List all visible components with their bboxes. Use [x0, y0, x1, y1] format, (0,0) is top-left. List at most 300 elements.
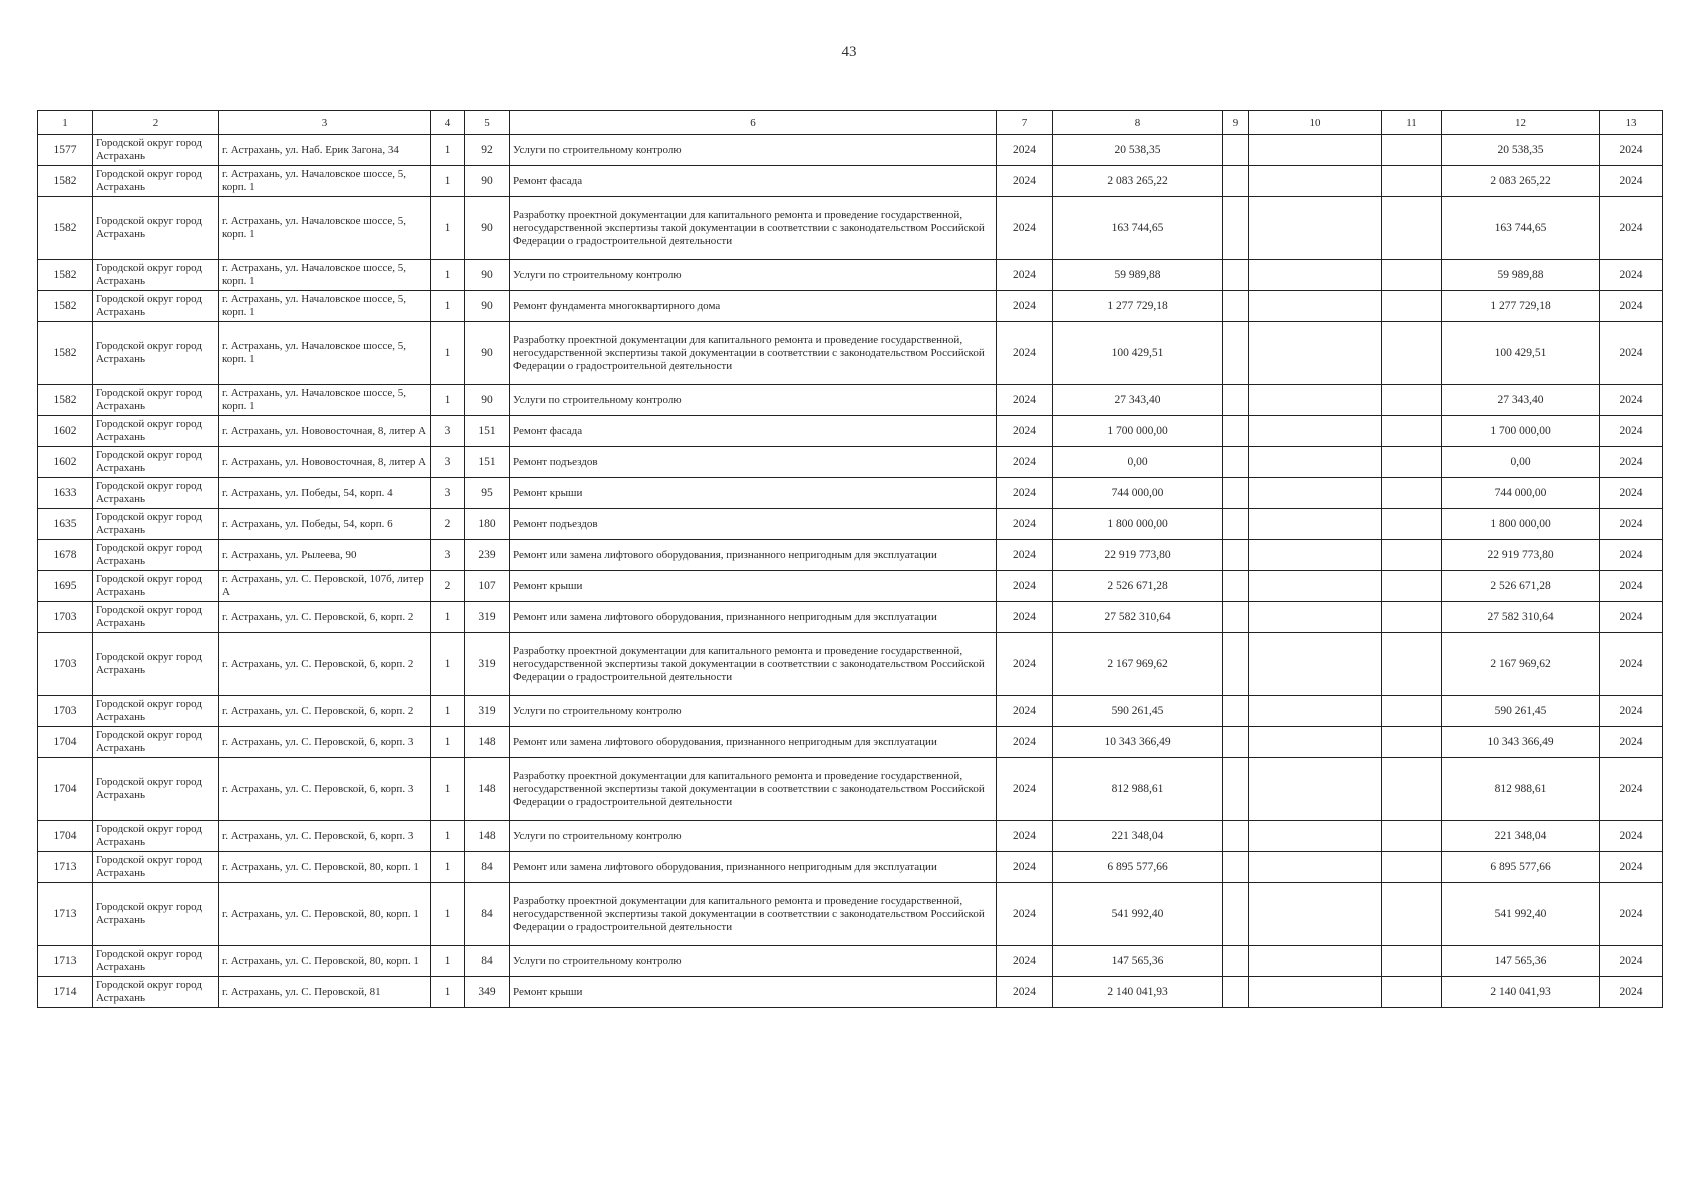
col-9-value-cell — [1223, 727, 1249, 758]
work-type-cell: Услуги по строительному контролю — [510, 385, 997, 416]
col-5-value-cell: 90 — [465, 322, 510, 385]
col-11-value-cell — [1382, 260, 1442, 291]
col-4-value-cell: 1 — [431, 291, 465, 322]
cost-cell: 6 895 577,66 — [1053, 852, 1223, 883]
col-9-value-cell — [1223, 447, 1249, 478]
address-cell: г. Астрахань, ул. Наб. Ерик Загона, 34 — [219, 135, 431, 166]
municipality-cell: Городской округ город Астрахань — [93, 260, 219, 291]
year-cell: 2024 — [997, 385, 1053, 416]
address-cell: г. Астрахань, ул. Началовское шоссе, 5, корп. 1 — [219, 291, 431, 322]
municipality-cell: Городской округ город Астрахань — [93, 166, 219, 197]
completion-year-cell: 2024 — [1600, 416, 1663, 447]
col-10-value-cell — [1249, 852, 1382, 883]
cost-cell: 22 919 773,80 — [1053, 540, 1223, 571]
col-5-value-cell: 90 — [465, 197, 510, 260]
col-11-value-cell — [1382, 291, 1442, 322]
year-cell: 2024 — [997, 946, 1053, 977]
column-header-10: 10 — [1249, 111, 1382, 135]
table-row — [38, 852, 1663, 883]
table-row — [38, 727, 1663, 758]
col-4-value-cell: 3 — [431, 478, 465, 509]
address-cell: г. Астрахань, ул. С. Перовской, 81 — [219, 977, 431, 1008]
col-10-value-cell — [1249, 633, 1382, 696]
address-cell: г. Астрахань, ул. Нововосточная, 8, литер А — [219, 447, 431, 478]
year-cell: 2024 — [997, 571, 1053, 602]
year-cell: 2024 — [997, 478, 1053, 509]
col-5-value-cell: 148 — [465, 727, 510, 758]
col-5-value-cell: 95 — [465, 478, 510, 509]
cost-cell: 221 348,04 — [1053, 821, 1223, 852]
municipality-cell: Городской округ город Астрахань — [93, 758, 219, 821]
col-4-value-cell: 1 — [431, 821, 465, 852]
col-9-value-cell — [1223, 291, 1249, 322]
year-cell: 2024 — [997, 977, 1053, 1008]
col-11-value-cell — [1382, 946, 1442, 977]
address-cell: г. Астрахань, ул. Нововосточная, 8, литер А — [219, 416, 431, 447]
capital-repair-table — [37, 110, 1663, 1008]
col-9-value-cell — [1223, 696, 1249, 727]
cost-cell: 1 700 000,00 — [1053, 416, 1223, 447]
col-11-value-cell — [1382, 852, 1442, 883]
row-number-cell: 1633 — [38, 478, 93, 509]
address-cell: г. Астрахань, ул. Победы, 54, корп. 4 — [219, 478, 431, 509]
col-11-value-cell — [1382, 478, 1442, 509]
work-type-cell: Ремонт крыши — [510, 478, 997, 509]
col-4-value-cell: 1 — [431, 260, 465, 291]
col-5-value-cell: 84 — [465, 852, 510, 883]
col-9-value-cell — [1223, 135, 1249, 166]
col-10-value-cell — [1249, 509, 1382, 540]
row-number-cell: 1704 — [38, 758, 93, 821]
completion-year-cell: 2024 — [1600, 758, 1663, 821]
total-cost-cell: 163 744,65 — [1442, 197, 1600, 260]
completion-year-cell: 2024 — [1600, 509, 1663, 540]
municipality-cell: Городской округ город Астрахань — [93, 291, 219, 322]
col-5-value-cell: 349 — [465, 977, 510, 1008]
cost-cell: 59 989,88 — [1053, 260, 1223, 291]
cost-cell: 27 343,40 — [1053, 385, 1223, 416]
col-9-value-cell — [1223, 260, 1249, 291]
work-type-cell: Ремонт крыши — [510, 977, 997, 1008]
col-9-value-cell — [1223, 977, 1249, 1008]
table-row — [38, 260, 1663, 291]
col-4-value-cell: 2 — [431, 571, 465, 602]
column-header-13: 13 — [1600, 111, 1663, 135]
column-header-7: 7 — [997, 111, 1053, 135]
col-11-value-cell — [1382, 727, 1442, 758]
col-9-value-cell — [1223, 197, 1249, 260]
total-cost-cell: 10 343 366,49 — [1442, 727, 1600, 758]
municipality-cell: Городской округ город Астрахань — [93, 322, 219, 385]
col-10-value-cell — [1249, 166, 1382, 197]
completion-year-cell: 2024 — [1600, 447, 1663, 478]
col-4-value-cell: 1 — [431, 852, 465, 883]
col-4-value-cell: 1 — [431, 946, 465, 977]
work-type-cell: Услуги по строительному контролю — [510, 135, 997, 166]
column-header-9: 9 — [1223, 111, 1249, 135]
cost-cell: 0,00 — [1053, 447, 1223, 478]
cost-cell: 2 526 671,28 — [1053, 571, 1223, 602]
cost-cell: 590 261,45 — [1053, 696, 1223, 727]
col-11-value-cell — [1382, 571, 1442, 602]
address-cell: г. Астрахань, ул. С. Перовской, 6, корп. 3 — [219, 727, 431, 758]
col-4-value-cell: 1 — [431, 322, 465, 385]
col-10-value-cell — [1249, 385, 1382, 416]
address-cell: г. Астрахань, ул. С. Перовской, 107б, литер А — [219, 571, 431, 602]
row-number-cell: 1713 — [38, 946, 93, 977]
completion-year-cell: 2024 — [1600, 540, 1663, 571]
col-9-value-cell — [1223, 385, 1249, 416]
col-4-value-cell: 1 — [431, 727, 465, 758]
row-number-cell: 1582 — [38, 322, 93, 385]
completion-year-cell: 2024 — [1600, 385, 1663, 416]
completion-year-cell: 2024 — [1600, 166, 1663, 197]
col-11-value-cell — [1382, 696, 1442, 727]
col-4-value-cell: 1 — [431, 696, 465, 727]
row-number-cell: 1678 — [38, 540, 93, 571]
col-9-value-cell — [1223, 602, 1249, 633]
col-5-value-cell: 90 — [465, 291, 510, 322]
year-cell: 2024 — [997, 291, 1053, 322]
col-10-value-cell — [1249, 260, 1382, 291]
work-type-cell: Ремонт или замена лифтового оборудования, признанного непригодным для эксплуатации — [510, 602, 997, 633]
year-cell: 2024 — [997, 540, 1053, 571]
table-row — [38, 509, 1663, 540]
municipality-cell: Городской округ город Астрахань — [93, 883, 219, 946]
cost-cell: 1 277 729,18 — [1053, 291, 1223, 322]
col-11-value-cell — [1382, 509, 1442, 540]
column-header-1: 1 — [38, 111, 93, 135]
table-row — [38, 977, 1663, 1008]
year-cell: 2024 — [997, 758, 1053, 821]
work-type-cell: Ремонт фасада — [510, 166, 997, 197]
col-10-value-cell — [1249, 322, 1382, 385]
col-11-value-cell — [1382, 977, 1442, 1008]
total-cost-cell: 1 700 000,00 — [1442, 416, 1600, 447]
work-type-cell: Ремонт фундамента многоквартирного дома — [510, 291, 997, 322]
col-5-value-cell: 90 — [465, 166, 510, 197]
col-5-value-cell: 148 — [465, 758, 510, 821]
year-cell: 2024 — [997, 821, 1053, 852]
municipality-cell: Городской округ город Астрахань — [93, 696, 219, 727]
work-type-cell: Ремонт или замена лифтового оборудования, признанного непригодным для эксплуатации — [510, 540, 997, 571]
col-10-value-cell — [1249, 821, 1382, 852]
work-type-cell: Ремонт подъездов — [510, 509, 997, 540]
year-cell: 2024 — [997, 166, 1053, 197]
work-type-cell: Ремонт или замена лифтового оборудования, признанного непригодным для эксплуатации — [510, 727, 997, 758]
col-5-value-cell: 84 — [465, 946, 510, 977]
table-row — [38, 291, 1663, 322]
col-9-value-cell — [1223, 322, 1249, 385]
address-cell: г. Астрахань, ул. С. Перовской, 80, корп. 1 — [219, 852, 431, 883]
table-row — [38, 322, 1663, 385]
col-5-value-cell: 84 — [465, 883, 510, 946]
col-4-value-cell: 1 — [431, 602, 465, 633]
table-row — [38, 540, 1663, 571]
total-cost-cell: 22 919 773,80 — [1442, 540, 1600, 571]
table-row — [38, 602, 1663, 633]
cost-cell: 10 343 366,49 — [1053, 727, 1223, 758]
col-4-value-cell: 3 — [431, 540, 465, 571]
work-type-cell: Ремонт или замена лифтового оборудования, признанного непригодным для эксплуатации — [510, 852, 997, 883]
col-10-value-cell — [1249, 571, 1382, 602]
work-type-cell: Ремонт подъездов — [510, 447, 997, 478]
header-row — [38, 111, 1663, 135]
row-number-cell: 1714 — [38, 977, 93, 1008]
total-cost-cell: 1 277 729,18 — [1442, 291, 1600, 322]
col-5-value-cell: 90 — [465, 260, 510, 291]
col-9-value-cell — [1223, 509, 1249, 540]
total-cost-cell: 20 538,35 — [1442, 135, 1600, 166]
col-11-value-cell — [1382, 883, 1442, 946]
completion-year-cell: 2024 — [1600, 197, 1663, 260]
col-10-value-cell — [1249, 135, 1382, 166]
row-number-cell: 1703 — [38, 696, 93, 727]
col-4-value-cell: 1 — [431, 977, 465, 1008]
cost-cell: 20 538,35 — [1053, 135, 1223, 166]
col-10-value-cell — [1249, 977, 1382, 1008]
address-cell: г. Астрахань, ул. Началовское шоссе, 5, корп. 1 — [219, 166, 431, 197]
table-row — [38, 946, 1663, 977]
work-type-cell: Ремонт крыши — [510, 571, 997, 602]
municipality-cell: Городской округ город Астрахань — [93, 977, 219, 1008]
row-number-cell: 1602 — [38, 447, 93, 478]
address-cell: г. Астрахань, ул. Рылеева, 90 — [219, 540, 431, 571]
col-9-value-cell — [1223, 821, 1249, 852]
row-number-cell: 1703 — [38, 633, 93, 696]
municipality-cell: Городской округ город Астрахань — [93, 946, 219, 977]
col-5-value-cell: 151 — [465, 416, 510, 447]
municipality-cell: Городской округ город Астрахань — [93, 385, 219, 416]
municipality-cell: Городской округ город Астрахань — [93, 852, 219, 883]
cost-cell: 27 582 310,64 — [1053, 602, 1223, 633]
address-cell: г. Астрахань, ул. С. Перовской, 80, корп. 1 — [219, 946, 431, 977]
column-header-11: 11 — [1382, 111, 1442, 135]
col-9-value-cell — [1223, 166, 1249, 197]
table-row — [38, 197, 1663, 260]
col-9-value-cell — [1223, 571, 1249, 602]
total-cost-cell: 0,00 — [1442, 447, 1600, 478]
column-header-4: 4 — [431, 111, 465, 135]
work-type-cell: Услуги по строительному контролю — [510, 260, 997, 291]
column-header-3: 3 — [219, 111, 431, 135]
total-cost-cell: 1 800 000,00 — [1442, 509, 1600, 540]
table-row — [38, 883, 1663, 946]
completion-year-cell: 2024 — [1600, 821, 1663, 852]
column-header-8: 8 — [1053, 111, 1223, 135]
column-header-12: 12 — [1442, 111, 1600, 135]
row-number-cell: 1695 — [38, 571, 93, 602]
table-row — [38, 135, 1663, 166]
cost-cell: 100 429,51 — [1053, 322, 1223, 385]
total-cost-cell: 59 989,88 — [1442, 260, 1600, 291]
col-11-value-cell — [1382, 447, 1442, 478]
completion-year-cell: 2024 — [1600, 852, 1663, 883]
col-4-value-cell: 1 — [431, 758, 465, 821]
col-10-value-cell — [1249, 447, 1382, 478]
completion-year-cell: 2024 — [1600, 727, 1663, 758]
row-number-cell: 1704 — [38, 727, 93, 758]
col-10-value-cell — [1249, 291, 1382, 322]
col-11-value-cell — [1382, 197, 1442, 260]
municipality-cell: Городской округ город Астрахань — [93, 821, 219, 852]
col-11-value-cell — [1382, 633, 1442, 696]
address-cell: г. Астрахань, ул. С. Перовской, 6, корп. 2 — [219, 633, 431, 696]
row-number-cell: 1713 — [38, 883, 93, 946]
column-header-6: 6 — [510, 111, 997, 135]
col-4-value-cell: 1 — [431, 385, 465, 416]
year-cell: 2024 — [997, 852, 1053, 883]
row-number-cell: 1582 — [38, 385, 93, 416]
year-cell: 2024 — [997, 447, 1053, 478]
year-cell: 2024 — [997, 696, 1053, 727]
col-11-value-cell — [1382, 758, 1442, 821]
table-row — [38, 385, 1663, 416]
work-type-cell: Ремонт фасада — [510, 416, 997, 447]
completion-year-cell: 2024 — [1600, 977, 1663, 1008]
municipality-cell: Городской округ город Астрахань — [93, 633, 219, 696]
total-cost-cell: 812 988,61 — [1442, 758, 1600, 821]
col-10-value-cell — [1249, 696, 1382, 727]
table-row — [38, 696, 1663, 727]
work-type-cell: Услуги по строительному контролю — [510, 946, 997, 977]
row-number-cell: 1635 — [38, 509, 93, 540]
total-cost-cell: 2 526 671,28 — [1442, 571, 1600, 602]
col-5-value-cell: 319 — [465, 602, 510, 633]
total-cost-cell: 27 343,40 — [1442, 385, 1600, 416]
work-type-cell: Услуги по строительному контролю — [510, 696, 997, 727]
col-9-value-cell — [1223, 852, 1249, 883]
col-11-value-cell — [1382, 135, 1442, 166]
municipality-cell: Городской округ город Астрахань — [93, 478, 219, 509]
address-cell: г. Астрахань, ул. С. Перовской, 6, корп. 3 — [219, 758, 431, 821]
col-10-value-cell — [1249, 727, 1382, 758]
col-9-value-cell — [1223, 758, 1249, 821]
completion-year-cell: 2024 — [1600, 322, 1663, 385]
col-11-value-cell — [1382, 416, 1442, 447]
col-5-value-cell: 319 — [465, 696, 510, 727]
table-row — [38, 166, 1663, 197]
total-cost-cell: 541 992,40 — [1442, 883, 1600, 946]
col-11-value-cell — [1382, 385, 1442, 416]
col-5-value-cell: 180 — [465, 509, 510, 540]
row-number-cell: 1703 — [38, 602, 93, 633]
municipality-cell: Городской округ город Астрахань — [93, 447, 219, 478]
row-number-cell: 1602 — [38, 416, 93, 447]
col-11-value-cell — [1382, 540, 1442, 571]
cost-cell: 2 167 969,62 — [1053, 633, 1223, 696]
completion-year-cell: 2024 — [1600, 696, 1663, 727]
col-9-value-cell — [1223, 416, 1249, 447]
year-cell: 2024 — [997, 727, 1053, 758]
table-row — [38, 416, 1663, 447]
total-cost-cell: 590 261,45 — [1442, 696, 1600, 727]
year-cell: 2024 — [997, 322, 1053, 385]
work-type-cell: Разработку проектной документации для капитального ремонта и проведение государственной, негосударственной экспертизы такой документации в соответствии с законодательством Российской Федерации о градостроительной деятельности — [510, 322, 997, 385]
row-number-cell: 1582 — [38, 260, 93, 291]
col-10-value-cell — [1249, 758, 1382, 821]
column-header-2: 2 — [93, 111, 219, 135]
year-cell: 2024 — [997, 509, 1053, 540]
total-cost-cell: 147 565,36 — [1442, 946, 1600, 977]
total-cost-cell: 744 000,00 — [1442, 478, 1600, 509]
cost-cell: 812 988,61 — [1053, 758, 1223, 821]
table-row — [38, 633, 1663, 696]
total-cost-cell: 2 083 265,22 — [1442, 166, 1600, 197]
col-10-value-cell — [1249, 946, 1382, 977]
total-cost-cell: 6 895 577,66 — [1442, 852, 1600, 883]
cost-cell: 744 000,00 — [1053, 478, 1223, 509]
address-cell: г. Астрахань, ул. С. Перовской, 80, корп. 1 — [219, 883, 431, 946]
total-cost-cell: 2 167 969,62 — [1442, 633, 1600, 696]
col-11-value-cell — [1382, 166, 1442, 197]
completion-year-cell: 2024 — [1600, 602, 1663, 633]
year-cell: 2024 — [997, 197, 1053, 260]
address-cell: г. Астрахань, ул. Началовское шоссе, 5, корп. 1 — [219, 197, 431, 260]
col-4-value-cell: 1 — [431, 633, 465, 696]
year-cell: 2024 — [997, 633, 1053, 696]
address-cell: г. Астрахань, ул. Началовское шоссе, 5, корп. 1 — [219, 260, 431, 291]
col-10-value-cell — [1249, 478, 1382, 509]
col-5-value-cell: 92 — [465, 135, 510, 166]
municipality-cell: Городской округ город Астрахань — [93, 416, 219, 447]
col-4-value-cell: 1 — [431, 883, 465, 946]
address-cell: г. Астрахань, ул. Победы, 54, корп. 6 — [219, 509, 431, 540]
year-cell: 2024 — [997, 260, 1053, 291]
address-cell: г. Астрахань, ул. С. Перовской, 6, корп. 2 — [219, 696, 431, 727]
col-10-value-cell — [1249, 883, 1382, 946]
cost-cell: 2 083 265,22 — [1053, 166, 1223, 197]
col-4-value-cell: 3 — [431, 447, 465, 478]
work-type-cell: Услуги по строительному контролю — [510, 821, 997, 852]
table-row — [38, 758, 1663, 821]
col-10-value-cell — [1249, 540, 1382, 571]
year-cell: 2024 — [997, 602, 1053, 633]
cost-cell: 541 992,40 — [1053, 883, 1223, 946]
row-number-cell: 1577 — [38, 135, 93, 166]
col-4-value-cell: 1 — [431, 166, 465, 197]
municipality-cell: Городской округ город Астрахань — [93, 727, 219, 758]
year-cell: 2024 — [997, 416, 1053, 447]
municipality-cell: Городской округ город Астрахань — [93, 602, 219, 633]
address-cell: г. Астрахань, ул. С. Перовской, 6, корп. 2 — [219, 602, 431, 633]
completion-year-cell: 2024 — [1600, 571, 1663, 602]
completion-year-cell: 2024 — [1600, 260, 1663, 291]
col-5-value-cell: 148 — [465, 821, 510, 852]
cost-cell: 147 565,36 — [1053, 946, 1223, 977]
table-row — [38, 447, 1663, 478]
row-number-cell: 1704 — [38, 821, 93, 852]
col-5-value-cell: 239 — [465, 540, 510, 571]
year-cell: 2024 — [997, 135, 1053, 166]
row-number-cell: 1582 — [38, 197, 93, 260]
col-9-value-cell — [1223, 883, 1249, 946]
municipality-cell: Городской округ город Астрахань — [93, 135, 219, 166]
table-row — [38, 478, 1663, 509]
column-header-5: 5 — [465, 111, 510, 135]
cost-cell: 1 800 000,00 — [1053, 509, 1223, 540]
page-number: 43 — [841, 44, 857, 60]
table-row — [38, 571, 1663, 602]
address-cell: г. Астрахань, ул. С. Перовской, 6, корп. 3 — [219, 821, 431, 852]
cost-cell: 163 744,65 — [1053, 197, 1223, 260]
row-number-cell: 1713 — [38, 852, 93, 883]
total-cost-cell: 221 348,04 — [1442, 821, 1600, 852]
col-4-value-cell: 2 — [431, 509, 465, 540]
year-cell: 2024 — [997, 883, 1053, 946]
col-9-value-cell — [1223, 633, 1249, 696]
completion-year-cell: 2024 — [1600, 946, 1663, 977]
